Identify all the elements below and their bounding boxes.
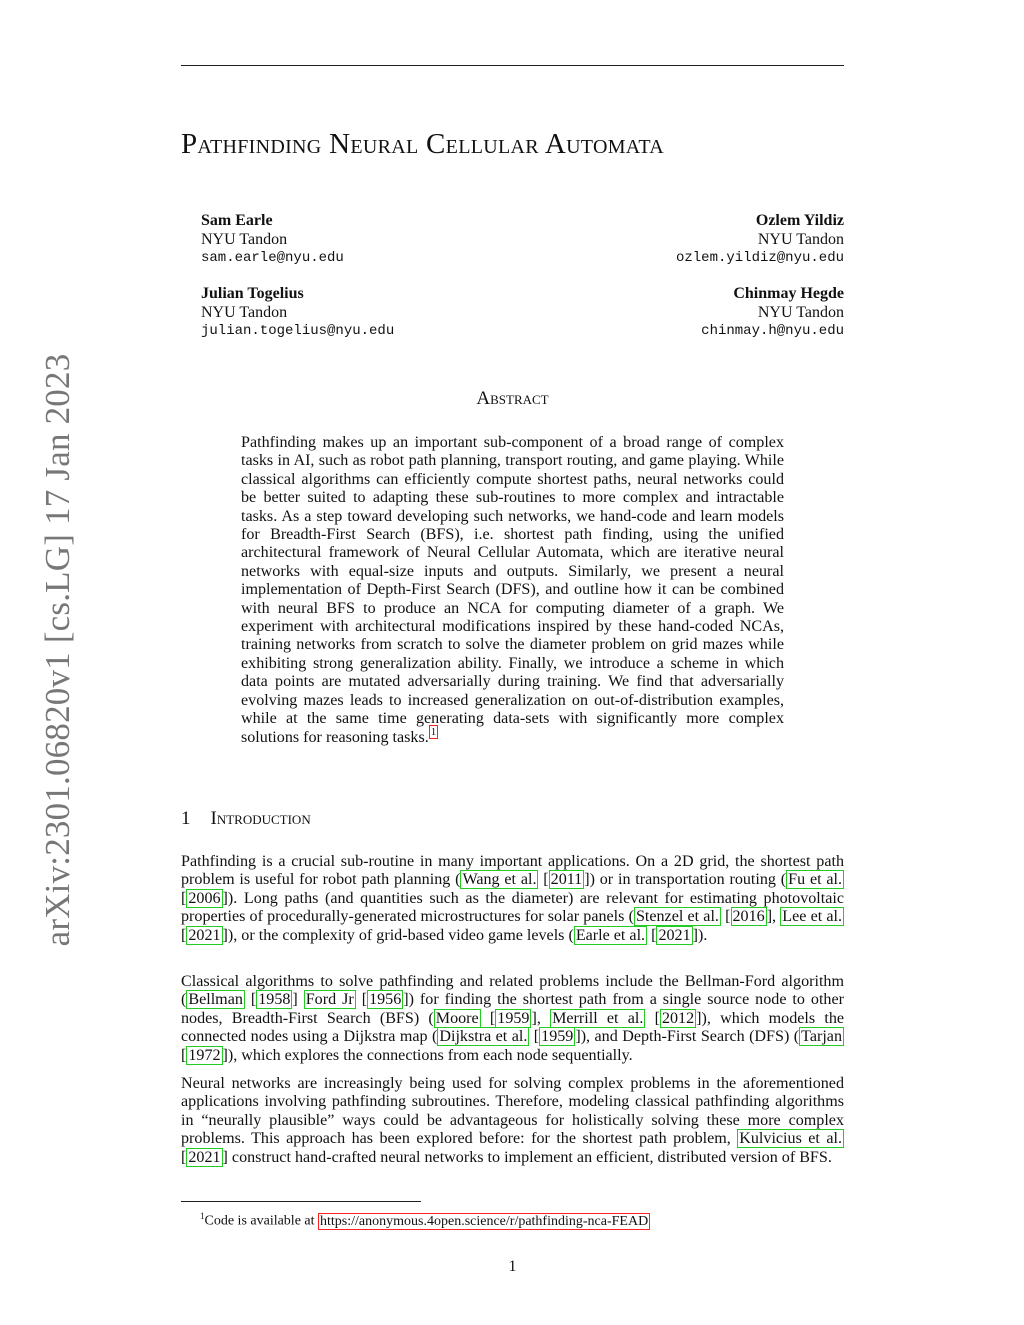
section-title: Introduction	[210, 808, 311, 829]
author-email[interactable]: chinmay.h@nyu.edu	[701, 323, 844, 339]
text-run: ]), which models the connected nodes using a Dijkstra map (	[181, 1009, 845, 1046]
author-email[interactable]: ozlem.yildiz@nyu.edu	[675, 250, 844, 266]
intro-paragraph-3	[181, 1075, 844, 1167]
intro-paragraph-2	[181, 973, 844, 1065]
text-run: [	[645, 1009, 660, 1027]
citation-year-link[interactable]: 2021	[188, 926, 221, 944]
author-block	[701, 285, 844, 341]
abstract-body	[241, 434, 784, 747]
citation-year-link[interactable]: 1958	[258, 991, 291, 1009]
paper-title: Pathfinding Neural Cellular Automata	[181, 128, 664, 160]
citation-link[interactable]: Moore	[435, 1009, 479, 1027]
author-name: Sam Earle	[201, 212, 273, 229]
author-name: Chinmay Hegde	[733, 285, 844, 302]
code-repository-link[interactable]: https://anonymous.4open.science/r/pathfinding-nca-FEAD	[320, 1213, 649, 1229]
text-run: [	[181, 1148, 187, 1166]
text-run: [	[720, 908, 731, 926]
citation-year-link[interactable]: 2011	[550, 871, 583, 889]
text-run: ]	[292, 991, 304, 1009]
text-run: ]) for finding the shortest path from a single source node to other nodes, Breadth-First Search (BFS) (	[181, 991, 844, 1027]
citation-link[interactable]: Stenzel et al.	[635, 908, 719, 926]
text-run: ]), which explores the connections from each node sequentially.	[222, 1046, 633, 1064]
citation-year-link[interactable]: 2006	[188, 889, 221, 907]
author-affiliation: NYU Tandon	[201, 303, 288, 321]
text-run: [	[529, 1028, 540, 1046]
text-run: [	[244, 991, 257, 1009]
page-number: 1	[508, 1258, 517, 1275]
author-affiliation: NYU Tandon	[757, 230, 844, 248]
author-block	[676, 212, 844, 268]
author-name: Ozlem Yildiz	[755, 212, 844, 229]
citation-year-link[interactable]: 1959	[541, 1028, 574, 1046]
author-email[interactable]: sam.earle@nyu.edu	[201, 250, 344, 266]
intro-paragraph-1	[181, 853, 844, 945]
text-run: Pathfinding is a crucial sub-routine in many important applications. On a 2D grid, the shortest path problem is useful for robot path planning (	[181, 853, 844, 889]
footnote	[200, 1207, 650, 1231]
citation-link[interactable]: Earle et al.	[575, 926, 646, 944]
section-number: 1	[181, 808, 191, 829]
citation-link[interactable]: Kulvicius et al.	[739, 1130, 842, 1148]
author-name: Julian Togelius	[201, 285, 304, 302]
citation-link[interactable]: Fu et al.	[788, 871, 842, 889]
arxiv-identifier-stamp[interactable]: arXiv:2301.06820v1 [cs.LG] 17 Jan 2023	[38, 353, 77, 947]
text-run: ]) or in transportation routing (	[584, 871, 787, 889]
text-run: [	[480, 1009, 496, 1027]
section-heading-introduction	[181, 808, 311, 830]
citation-link[interactable]: Dijkstra et al.	[439, 1028, 528, 1046]
text-run: ]), or the complexity of grid-based video game levels (	[222, 926, 574, 944]
text-run: [	[181, 889, 187, 907]
text-run: Neural networks are increasingly being used for solving complex problems in the aforementioned applications involving pathfinding subroutines. Therefore, modeling classical pathfinding algorithms in “neurally plausible” ways could be advantageous for holistically solving these more complex problems. This approach has been explored before: for the shortest path problem,	[181, 1075, 844, 1148]
citation-link[interactable]: Ford Jr	[305, 991, 354, 1009]
text-run: [	[647, 926, 657, 944]
footnote-rule	[181, 1201, 421, 1202]
text-run: ] construct hand-crafted neural networks to implement an efficient, distributed version of BFS.	[222, 1148, 832, 1166]
citation-year-link[interactable]: 2021	[188, 1148, 221, 1166]
text-run: ]).	[692, 926, 708, 944]
text-run: ]). Long paths (and quantities such as the diameter) are relevant for estimating photovoltaic properties of procedurally-generated microstructures for solar panels (	[181, 889, 844, 926]
text-run: ]), and Depth-First Search (DFS) (	[575, 1028, 800, 1046]
text-run: Classical algorithms to solve pathfinding and related problems include the Bellman-Ford algorithm (	[181, 973, 844, 1009]
abstract-heading: Abstract	[476, 388, 549, 409]
author-email[interactable]: julian.togelius@nyu.edu	[201, 323, 395, 339]
author-block	[201, 212, 344, 268]
citation-link[interactable]: Merrill et al.	[552, 1009, 644, 1027]
citation-link[interactable]: Wang et al.	[462, 871, 537, 889]
citation-year-link[interactable]: 2012	[661, 1009, 695, 1027]
author-block	[201, 285, 394, 341]
citation-link[interactable]: Lee et al.	[782, 908, 843, 926]
footnote-text: Code is available at	[204, 1213, 319, 1229]
footnote-mark: 1	[200, 1211, 205, 1221]
citation-link[interactable]: Tarjan	[801, 1028, 842, 1046]
text-run: ],	[766, 908, 781, 926]
author-affiliation: NYU Tandon	[201, 230, 288, 248]
citation-year-link[interactable]: 2016	[732, 908, 765, 926]
text-run: [	[355, 991, 368, 1009]
citation-link[interactable]: Bellman	[188, 991, 243, 1009]
text-run: [	[181, 1046, 187, 1064]
citation-year-link[interactable]: 1956	[369, 991, 402, 1009]
text-run: [	[181, 926, 187, 944]
citation-year-link[interactable]: 1959	[497, 1009, 530, 1027]
top-rule	[181, 65, 844, 66]
abstract-text: Pathfinding makes up an important sub-component of a broad range of complex tasks in AI, such as robot path planning, transport routing, and game playing. While classical algorithms can efficiently compute shortest paths, neural networks could be better suited to adapting these sub-routines to more complex and intractable tasks. As a step toward developing such networks, we hand-code and learn models for Breadth-First Search (BFS), i.e. shortest path finding, using the unified architectural framework of Neural Cellular Automata, which are iterative neural networks with equal-size inputs and outputs. Similarly, we present a neural implementation of Depth-First Search (DFS), and outline how it can be combined with neural BFS to produce an NCA for computing diameter of a graph. We experiment with architectural modifications inspired by these hand-coded NCAs, training networks from scratch to solve the diameter problem on grid mazes while exhibiting strong generalization ability. Finally, we introduce a scheme in which data points are mutated adversarially during training. We find that adversarially evolving mazes leads to increased generalization on out-of-distribution examples, while at the same time generating data-sets with significantly more complex solutions for reasoning tasks.	[241, 434, 784, 746]
footnote-reference-link[interactable]: 1	[430, 726, 437, 739]
citation-year-link[interactable]: 1972	[188, 1046, 221, 1064]
text-run: [	[538, 871, 549, 889]
citation-year-link[interactable]: 2021	[658, 926, 691, 944]
text-run: ],	[531, 1009, 551, 1027]
author-affiliation: NYU Tandon	[757, 303, 844, 321]
